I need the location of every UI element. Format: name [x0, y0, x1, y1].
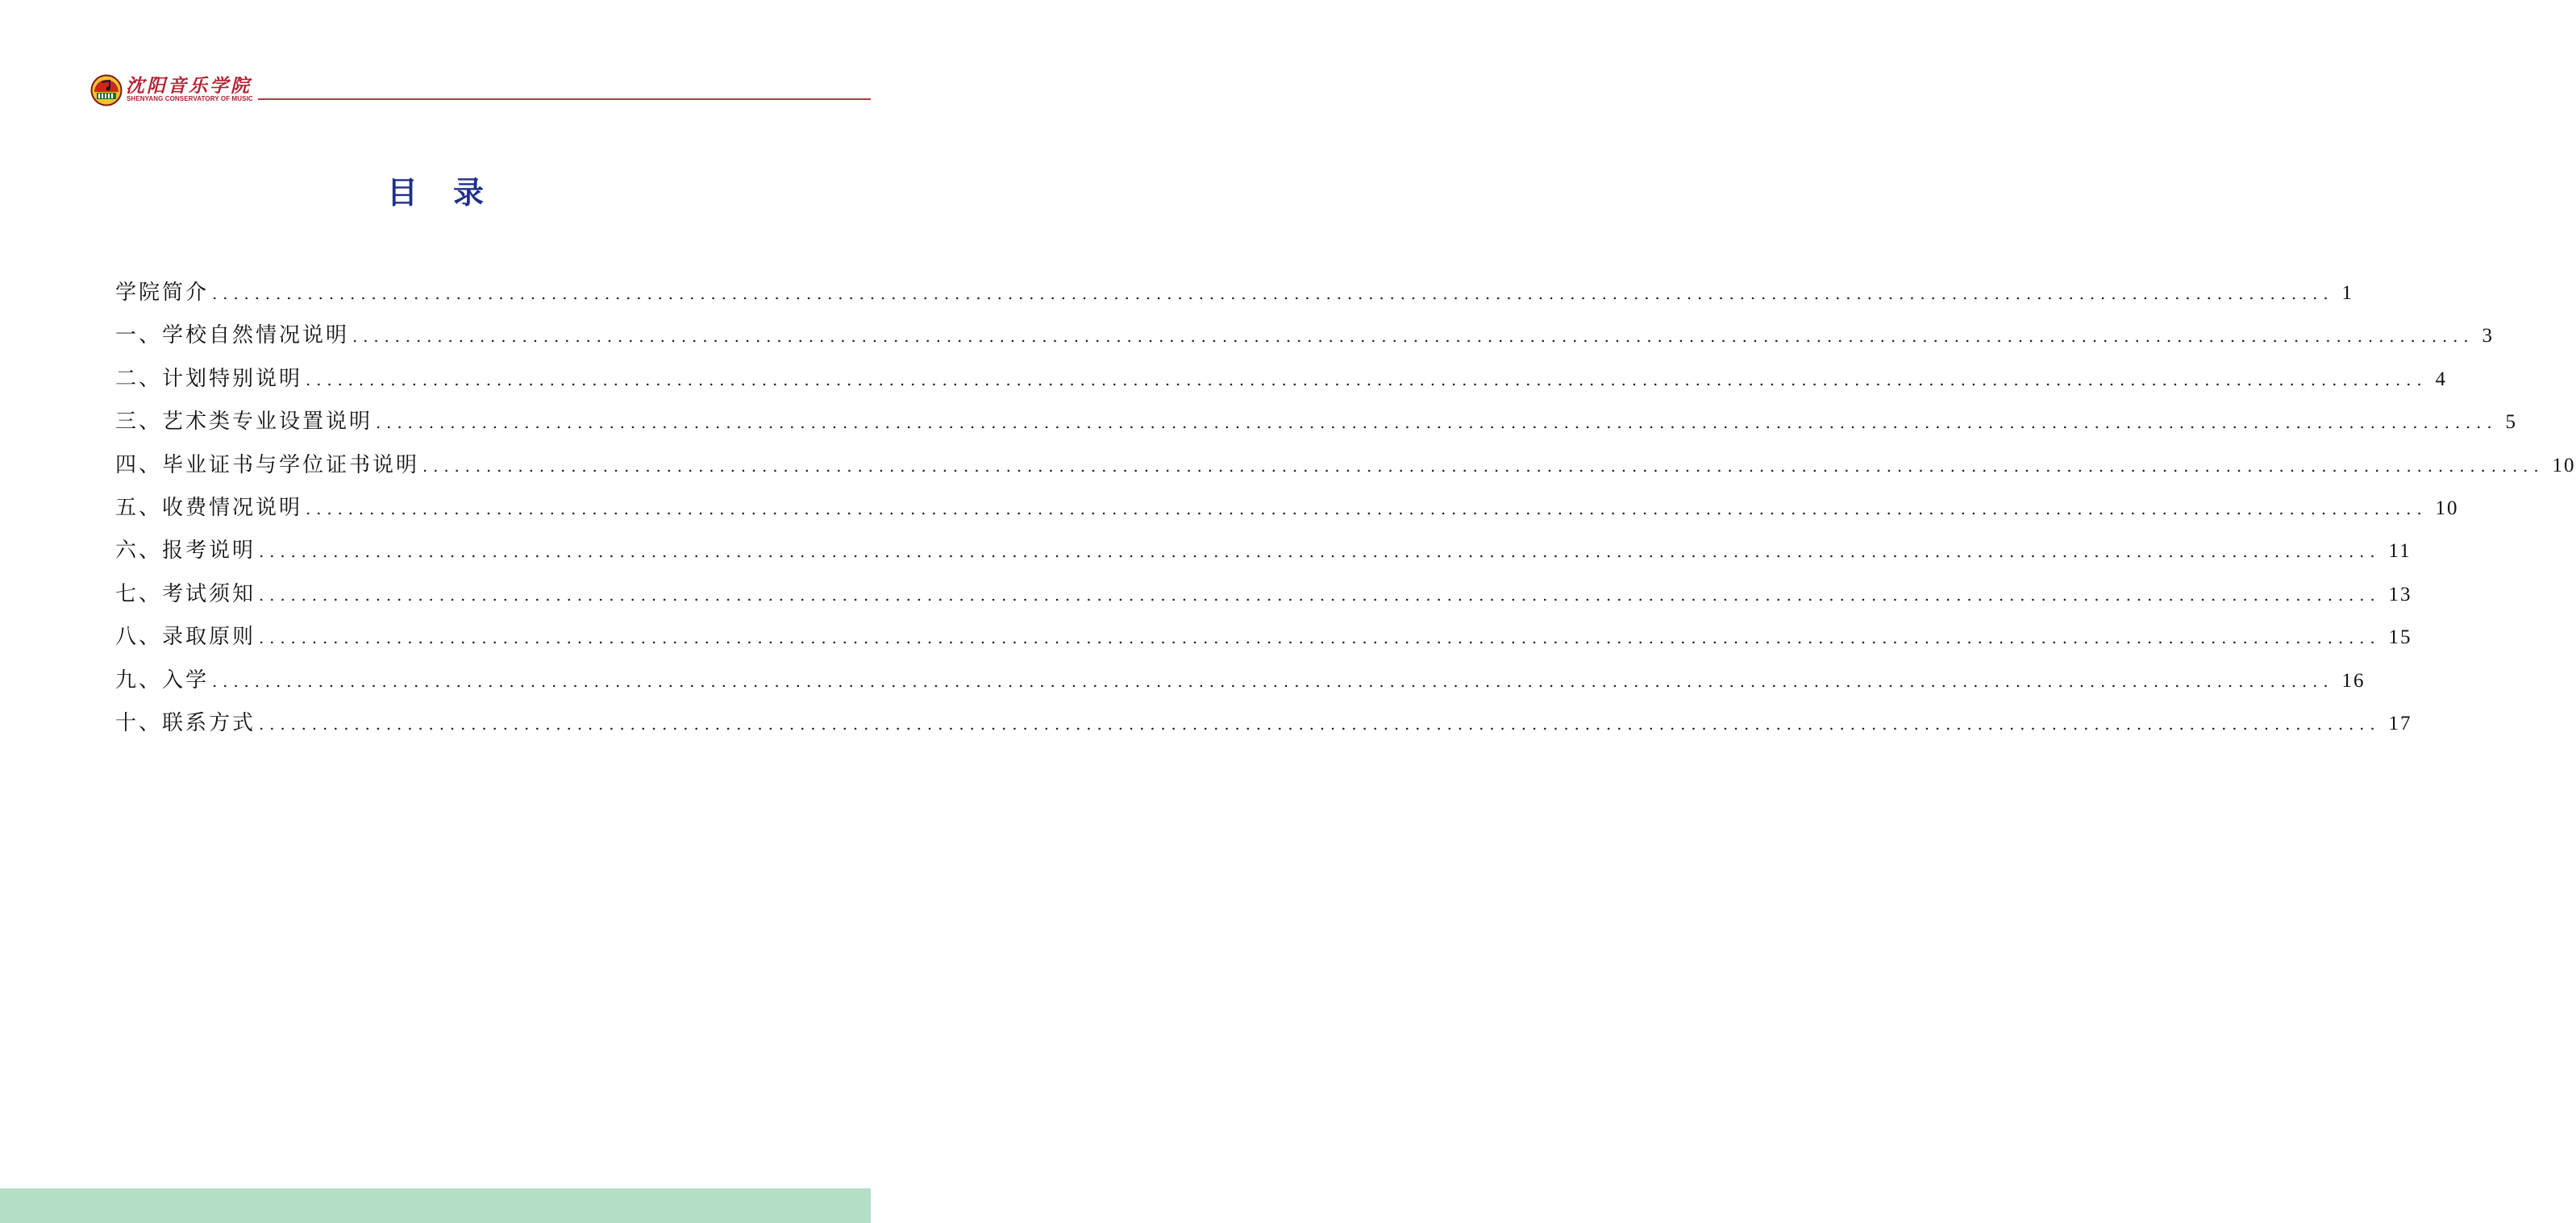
toc-dot-leader: ........................................................................................................................................................................................................ [376, 413, 2498, 433]
toc-entry-label: 一、学校自然情况说明 [115, 323, 350, 348]
toc-entry[interactable] [115, 577, 2412, 620]
toc-entry-page: 17 [2388, 712, 2412, 734]
toc-dot-leader: ........................................................................................................................................................................................................ [259, 628, 2381, 648]
toc-entry-page: 1 [2341, 282, 2353, 304]
toc-entry[interactable] [115, 362, 2447, 405]
toc-entry[interactable] [115, 276, 2353, 318]
logo-english-name: SHENYANG CONSERVATORY OF MUSIC [127, 95, 253, 102]
toc-entry[interactable] [115, 448, 2576, 491]
toc-entry[interactable] [115, 318, 2494, 361]
toc-entry-page: 10 [2552, 454, 2576, 476]
toc-entry-page: 15 [2388, 626, 2412, 649]
toc-entry[interactable] [115, 534, 2412, 576]
toc-entry-label: 六、报考说明 [115, 539, 256, 564]
toc-entry-label: 八、录取原则 [115, 625, 256, 650]
toc-entry-label: 九、入学 [115, 668, 210, 693]
table-of-contents [115, 276, 2576, 749]
toc-entry-label: 五、收费情况说明 [115, 495, 303, 520]
toc-dot-leader: ........................................................................................................................................................................................................ [259, 713, 2381, 734]
toc-entry-page: 11 [2388, 540, 2412, 563]
toc-entry-page: 3 [2482, 325, 2494, 347]
toc-entry[interactable] [115, 491, 2459, 534]
toc-entry[interactable] [115, 405, 2517, 447]
toc-dot-leader: ........................................................................................................................................................................................................ [212, 284, 2334, 303]
conservatory-emblem-icon [90, 74, 123, 106]
header-divider [258, 98, 871, 100]
toc-entry-label: 七、考试须知 [115, 581, 256, 606]
toc-entry-label: 学院简介 [115, 281, 210, 305]
toc-dot-leader: ........................................................................................................................................................................................................ [212, 671, 2334, 691]
toc-dot-leader: ........................................................................................................................................................................................................ [352, 327, 2474, 347]
toc-dot-leader: ........................................................................................................................................................................................................ [306, 498, 2428, 518]
toc-entry-label: 四、毕业证书与学位证书说明 [115, 452, 420, 477]
toc-entry[interactable] [115, 706, 2412, 749]
toc-entry-label: 十、联系方式 [115, 710, 256, 735]
toc-entry-page: 16 [2341, 669, 2366, 692]
toc-entry-page: 13 [2388, 583, 2412, 605]
toc-entry-label: 三、艺术类专业设置说明 [115, 410, 373, 435]
toc-dot-leader: ........................................................................................................................................................................................................ [306, 369, 2428, 389]
toc-entry-page: 5 [2505, 411, 2517, 434]
toc-entry-page: 10 [2435, 497, 2459, 519]
toc-entry[interactable] [115, 663, 2366, 706]
toc-entry[interactable] [115, 620, 2412, 663]
toc-entry-page: 4 [2435, 368, 2447, 390]
toc-entry-label: 二、计划特别说明 [115, 366, 303, 391]
page-header [0, 66, 871, 114]
toc-dot-leader: ........................................................................................................................................................................................................ [259, 542, 2381, 562]
page-title: 目录 [386, 174, 519, 210]
footer-band [0, 1188, 871, 1223]
toc-dot-leader: ........................................................................................................................................................................................................ [259, 584, 2381, 605]
toc-dot-leader: ........................................................................................................................................................................................................ [422, 456, 2545, 476]
logo-chinese-name: 沈阳音乐学院 [126, 75, 252, 97]
